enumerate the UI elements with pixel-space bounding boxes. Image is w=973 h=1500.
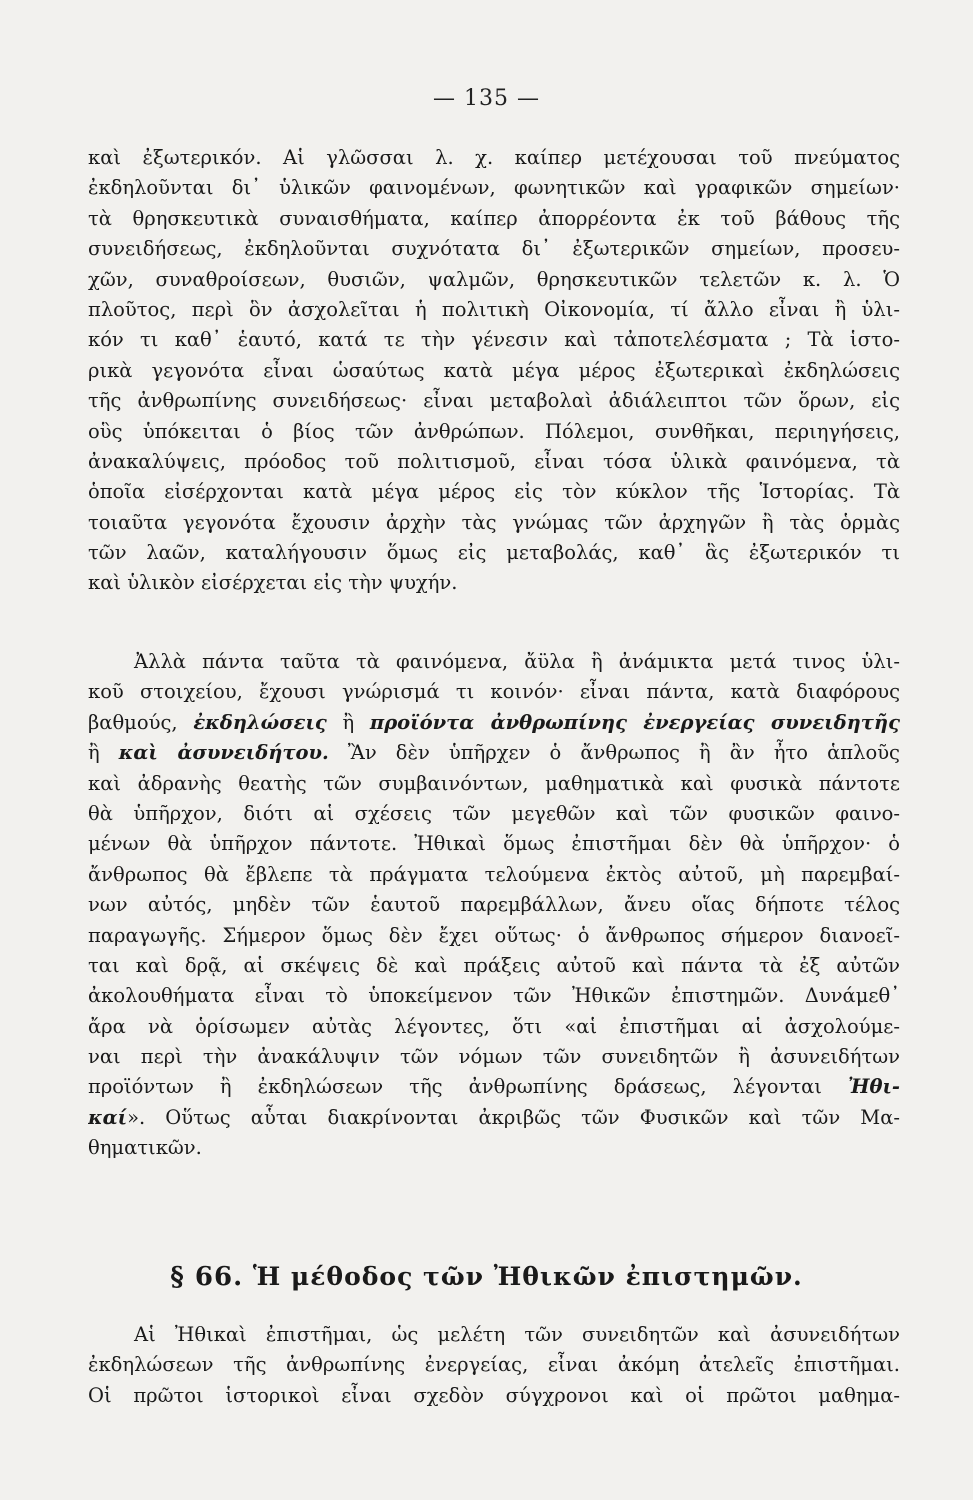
paragraph-continuation — [88, 143, 900, 599]
page-number: — 135 — — [433, 86, 540, 111]
text-line: καὶ ἀδρανὴς θεατὴς τῶν συμβαινόντων, μαθηματικὰ καὶ φυσικὰ πάντοτε — [88, 771, 900, 795]
text-line: ἄρα νὰ ὁρίσωμεν αὐτὰς λέγοντες, ὅτι «αἱ ἐπιστῆμαι αἱ ἀσχολούμε- — [88, 1014, 900, 1038]
text-line: ἄνθρωπος θὰ ἔβλεπε τὰ πράγματα τελούμενα ἐκτὸς αὐτοῦ, μὴ παρεμβαί- — [88, 862, 900, 886]
text-line: θὰ ὑπῆρχον, διότι αἱ σχέσεις τῶν μεγεθῶν καὶ τῶν φυσικῶν φαινο- — [88, 801, 900, 825]
paragraph-section-start — [88, 1320, 900, 1411]
section-title: Ἡ μέθοδος τῶν Ἠθικῶν ἐπιστημῶν. — [252, 1262, 803, 1291]
text-line: πλοῦτος, περὶ ὃν ἀσχολεῖται ἡ πολιτικὴ Οἰκονομία, τί ἄλλο εἶναι ἢ ὑλι- — [88, 297, 900, 321]
text-line: κόν τι καθ᾽ ἑαυτό, κατά τε τὴν γένεσιν καὶ τἀποτελέσματα ; Τὰ ἱστο- — [88, 328, 900, 352]
text-line: ἀκολουθήματα εἶναι τὸ ὑποκείμενον τῶν Ἠθικῶν ἐπιστημῶν. Δυνάμεθ᾽ — [88, 984, 900, 1008]
text-line — [88, 708, 900, 738]
text-line: μένων θὰ ὑπῆρχον πάντοτε. Ἠθικαὶ ὅμως ἐπιστῆμαι δὲν θὰ ὑπῆρχον· ὁ — [88, 832, 900, 856]
text-line: ἀνακαλύψεις, πρόοδος τοῦ πολιτισμοῦ, εἶναι τόσα ὑλικὰ φαινόμενα, τὰ — [88, 449, 900, 473]
text-line: τῆς ἀνθρωπίνης συνειδήσεως· εἶναι μεταβολαὶ ἀδιάλειπτοι τῶν ὅρων, εἰς — [88, 389, 900, 413]
text-line: ρικὰ γεγονότα εἶναι ὡσαύτως κατὰ μέγα μέρος ἐξωτερικαὶ ἐκδηλώσεις — [88, 358, 900, 382]
text-line: ται καὶ δρᾷ, αἱ σκέψεις δὲ καὶ πράξεις αὐτοῦ καὶ πάντα τὰ ἐξ αὐτῶν — [88, 953, 900, 977]
emphasis-text: καί — [88, 1105, 128, 1129]
emphasis-text: Ἠθι- — [848, 1075, 900, 1099]
text-run: ἢ — [88, 741, 119, 765]
text-line: Ἀλλὰ πάντα ταῦτα τὰ φαινόμενα, ἄϋλα ἢ ἀνάμικτα μετά τινος ὑλι- — [134, 650, 900, 673]
text-line: ἐκδηλώσεων τῆς ἀνθρωπίνης ἐνεργείας, εἶναι ἀκόμη ἀτελεῖς ἐπιστῆμαι. — [88, 1353, 900, 1377]
text-line: θηματικῶν. — [88, 1136, 202, 1160]
text-line: ναι περὶ τὴν ἀνακάλυψιν τῶν νόμων τῶν συνειδητῶν ἢ ἀσυνειδήτων — [88, 1045, 900, 1069]
text-line: τῶν λαῶν, καταλήγουσιν ὅμως εἰς μεταβολάς, καθ᾽ ἃς ἐξωτερικόν τι — [88, 541, 900, 565]
section-number: § 66. — [170, 1262, 244, 1292]
text-line: καὶ ὑλικὸν εἰσέρχεται εἰς τὴν ψυχήν. — [88, 571, 458, 595]
text-run: ἢ — [326, 710, 370, 734]
text-line: Αἱ Ἠθικαὶ ἐπιστῆμαι, ὡς μελέτη τῶν συνειδητῶν καὶ ἀσυνειδήτων — [134, 1323, 900, 1346]
text-line: παραγωγῆς. Σήμερον ὅμως δὲν ἔχει οὕτως· ὁ ἄνθρωπος σήμερον διανοεῖ- — [88, 923, 900, 947]
emphasis-text: ἐκδηλώσεις — [193, 710, 327, 734]
text-line: καὶ ἐξωτερικόν. Αἱ γλῶσσαι λ. χ. καίπερ μετέχουσαι τοῦ πνεύματος — [88, 146, 900, 169]
text-line: συνειδήσεως, ἐκδηλοῦνται συχνότατα δι᾽ ἐξωτερικῶν σημείων, προσευ- — [88, 237, 900, 261]
text-line: τὰ θρησκευτικὰ συναισθήματα, καίπερ ἀπορρέοντα ἐκ τοῦ βάθους τῆς — [88, 206, 900, 230]
text-line: νων αὐτός, μηδὲν τῶν ἑαυτοῦ παρεμβάλλων, ἄνευ οἵας δήποτε τέλος — [88, 893, 900, 917]
paragraph-definition — [88, 647, 900, 1164]
section-heading — [0, 1262, 973, 1292]
text-line — [88, 1103, 900, 1133]
text-run: προϊόντων ἢ ἐκδηλώσεων τῆς ἀνθρωπίνης δράσεως, λέγονται — [88, 1075, 848, 1099]
text-line: οὓς ὑπόκειται ὁ βίος τῶν ἀνθρώπων. Πόλεμοι, συνθῆκαι, περιηγήσεις, — [88, 419, 900, 443]
text-line: ἐκδηλοῦνται δι᾽ ὑλικῶν φαινομένων, φωνητικῶν καὶ γραφικῶν σημείων· — [88, 176, 900, 200]
emphasis-text: καὶ ἀσυνειδήτου. — [118, 741, 329, 765]
emphasis-text: προϊόντα ἀνθρωπίνης ἐνεργείας συνειδητῆς — [369, 710, 900, 734]
text-line: Οἱ πρῶτοι ἱστορικοὶ εἶναι σχεδὸν σύγχρονοι καὶ οἱ πρῶτοι μαθημα- — [88, 1383, 900, 1407]
text-line: ὁποῖα εἰσέρχονται κατὰ μέγα μέρος εἰς τὸν κύκλον τῆς Ἱστορίας. Τὰ — [88, 480, 900, 504]
text-line — [88, 1072, 900, 1102]
text-run: βαθμούς, — [88, 710, 194, 734]
text-line: τοιαῦτα γεγονότα ἔχουσιν ἀρχὴν τὰς γνώμας τῶν ἀρχηγῶν ἢ τὰς ὁρμὰς — [88, 510, 900, 534]
text-line: κοῦ στοιχείου, ἔχουσι γνώρισμά τι κοινόν· εἶναι πάντα, κατὰ διαφόρους — [88, 680, 900, 704]
text-run: Ἂν δὲν ὑπῆρχεν ὁ ἄνθρωπος ἢ ἂν ἦτο ἁπλοῦς — [328, 741, 900, 765]
text-line — [88, 738, 900, 768]
text-line: χῶν, συναθροίσεων, θυσιῶν, ψαλμῶν, θρησκευτικῶν τελετῶν κ. λ. Ὁ — [88, 267, 900, 291]
text-run: ». Οὕτως αὗται διακρίνονται ἀκριβῶς τῶν Φυσικῶν καὶ τῶν Μα- — [127, 1105, 900, 1129]
